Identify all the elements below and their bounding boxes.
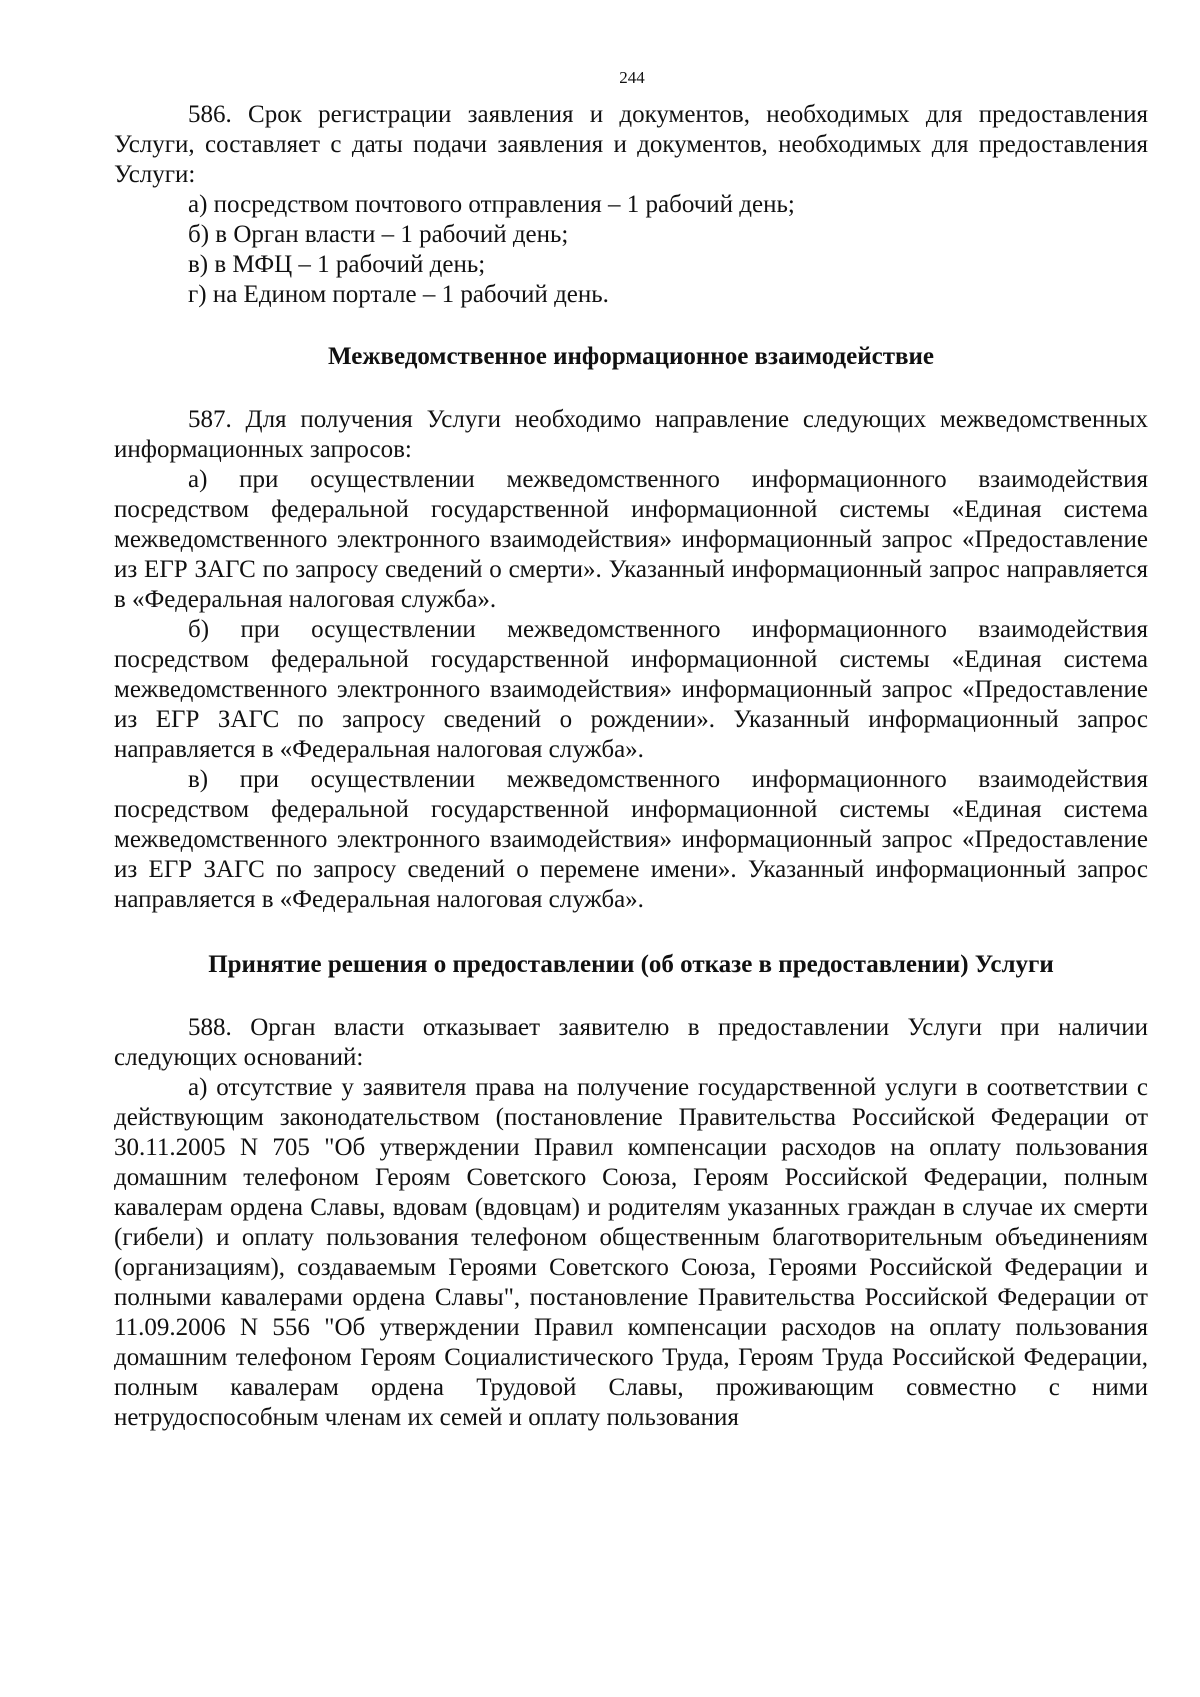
paragraph-588-intro: 588. Орган власти отказывает заявителю в предоставлении Услуги при наличии следующих оснований: xyxy=(114,1014,1148,1071)
paragraph-586-item-a: а) посредством почтового отправления – 1 рабочий день; xyxy=(188,191,795,218)
paragraph-587-item-a: а) при осуществлении межведомственного информационного взаимодействия посредством федеральной государственной информационной системы «Единая система межведомственного электронного взаимодействия» информационный запрос «Предоставление из ЕГР ЗАГС по запросу сведений о смерти». Указанный информационный запрос направляется в «Федеральная налоговая служба». xyxy=(114,466,1148,613)
document-body xyxy=(114,100,1148,1433)
paragraph-586-item-c: в) в МФЦ – 1 рабочий день; xyxy=(188,251,486,278)
paragraph-588-item-a: а) отсутствие у заявителя права на получение государственной услуги в соответствии с действующим законодательством (постановление Правительства Российской Федерации от 30.11.2005 N 705 "Об утверждении Правил компенсации расходов на оплату пользования домашним телефоном Героям Советского Союза, Героям Российской Федерации, полным кавалерам ордена Славы, вдовам (вдовцам) и родителям указанных граждан в случае их смерти (гибели) и оплату пользования телефоном общественным благотворительным объединениям (организациям), создаваемым Героями Советского Союза, Героями Российской Федерации и полными кавалерами ордена Славы", постановление Правительства Российской Федерации от 11.09.2006 N 556 "Об утверждении Правил компенсации расходов на оплату пользования домашним телефоном Героям Социалистического Труда, Героям Труда Российской Федерации, полным кавалерам ордена Трудовой Славы, проживающим совместно с ними нетрудоспособным членам их семей и оплату пользования xyxy=(114,1074,1148,1431)
section-heading-interagency: Межведомственное информационное взаимодействие xyxy=(328,343,934,370)
paragraph-586-item-d: г) на Едином портале – 1 рабочий день. xyxy=(188,281,609,308)
paragraph-586-item-b: б) в Орган власти – 1 рабочий день; xyxy=(188,221,569,248)
paragraph-586-intro: 586. Срок регистрации заявления и документов, необходимых для предоставления Услуги, составляет с даты подачи заявления и документов, необходимых для предоставления Услуги: xyxy=(114,101,1148,188)
page-number: 244 xyxy=(619,68,645,87)
paragraph-587-intro: 587. Для получения Услуги необходимо направление следующих межведомственных информационных запросов: xyxy=(114,406,1148,463)
paragraph-587-item-b: б) при осуществлении межведомственного информационного взаимодействия посредством федеральной государственной информационной системы «Единая система межведомственного электронного взаимодействия» информационный запрос «Предоставление из ЕГР ЗАГС по запросу сведений о рождении». Указанный информационный запрос направляется в «Федеральная налоговая служба». xyxy=(114,616,1148,763)
paragraph-587-item-c: в) при осуществлении межведомственного информационного взаимодействия посредством федеральной государственной информационной системы «Единая система межведомственного электронного взаимодействия» информационный запрос «Предоставление из ЕГР ЗАГС по запросу сведений о перемене имени». Указанный информационный запрос направляется в «Федеральная налоговая служба». xyxy=(114,766,1148,913)
section-heading-decision: Принятие решения о предоставлении (об отказе в предоставлении) Услуги xyxy=(208,951,1054,978)
